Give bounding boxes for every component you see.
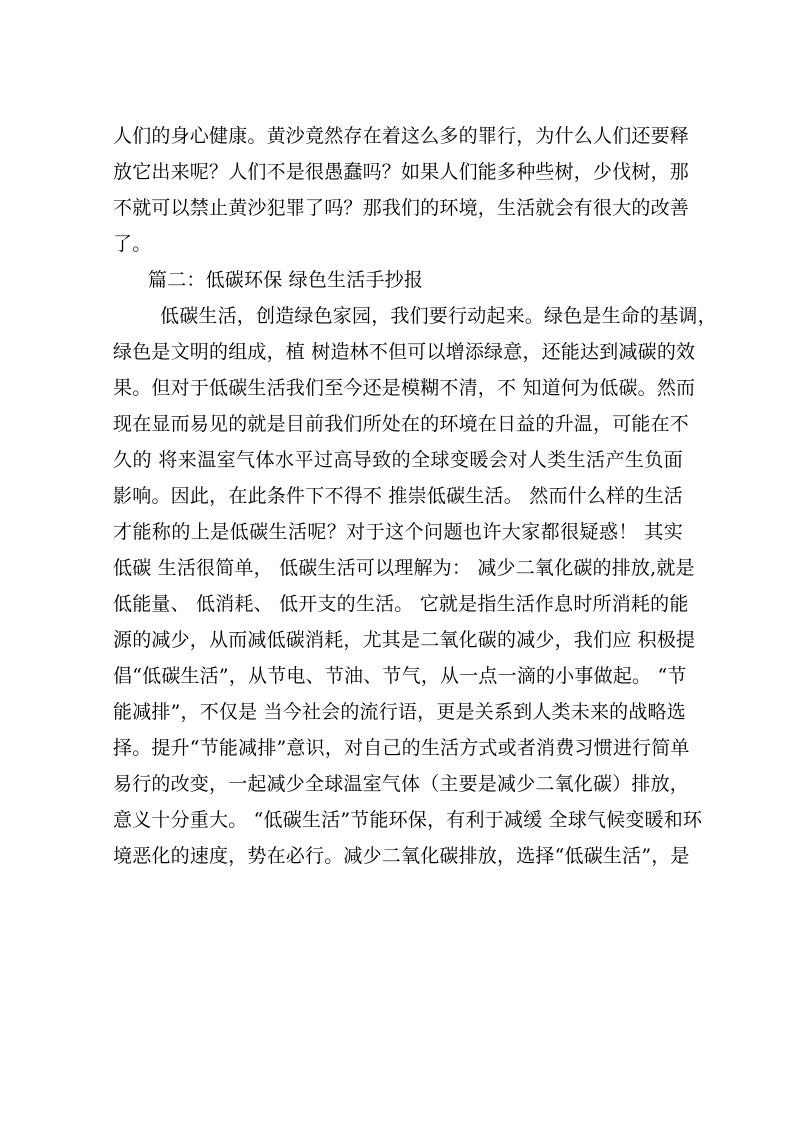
paragraph-line: 意义十分重大。 “低碳生活”节能环保，有利于减缓 全球气候变暖和环 <box>113 809 703 831</box>
paragraph-line: 果。但对于低碳生活我们至今还是模糊不清，不 知道何为低碳。然而 <box>113 377 696 399</box>
paragraph-line: 低能量、 低消耗、 低开支的生活。 它就是指生活作息时所消耗的能 <box>113 593 689 615</box>
paragraph-line: 低碳 生活很简单， 低碳生活可以理解为： 减少二氧化碳的排放,就是 <box>113 557 695 579</box>
paragraph-line: 才能称的上是低碳生活呢？对于这个问题也许大家都很疑惑！ 其实 <box>113 521 683 543</box>
paragraph-line: 源的减少，从而减低碳消耗，尤其是二氧化碳的减少，我们应 积极提 <box>113 629 696 651</box>
paragraph-line: 能减排”，不仅是 当今社会的流行语，更是关系到人类未来的战略选 <box>113 701 686 723</box>
paragraph-line: 绿色是文明的组成，植 树造林不但可以增添绿意，还能达到减碳的效 <box>113 341 696 363</box>
paragraph-line: 放它出来呢？人们不是很愚蠢吗？如果人们能多种些树，少伐树，那 <box>113 161 690 183</box>
paragraph-line: 倡“低碳生活”，从节电、节油、节气，从一点一滴的小事做起。 “节 <box>113 665 687 687</box>
paragraph-line: 择。提升“节能减排”意识，对自己的生活方式或者消费习惯进行简单 <box>113 737 690 759</box>
paragraph-line: 现在显而易见的就是目前我们所处在的环境在日益的升温，可能在不 <box>113 413 690 435</box>
paragraph-line: 境恶化的速度，势在必行。减少二氧化碳排放，选择“低碳生活”，是 <box>113 845 690 867</box>
paragraph-line: 了。 <box>113 233 152 255</box>
paragraph-line: 易行的改变，一起减少全球温室气体（主要是减少二氧化碳）排放， <box>113 773 690 795</box>
paragraph-line: 低碳生活，创造绿色家园，我们要行动起来。绿色是生命的基调， <box>160 305 717 327</box>
paragraph-line: 不就可以禁止黄沙犯罪了吗？那我们的环境，生活就会有很大的改善 <box>113 197 690 219</box>
section-heading: 篇二：低碳环保 绿色生活手抄报 <box>148 269 424 291</box>
paragraph-line: 影响。因此，在此条件下不得不 推崇低碳生活。 然而什么样的生活 <box>113 485 683 507</box>
paragraph-line: 人们的身心健康。黄沙竟然存在着这么多的罪行，为什么人们还要释 <box>113 125 690 147</box>
paragraph-line: 久的 将来温室气体水平过高导致的全球变暖会对人类生活产生负面 <box>113 449 683 471</box>
